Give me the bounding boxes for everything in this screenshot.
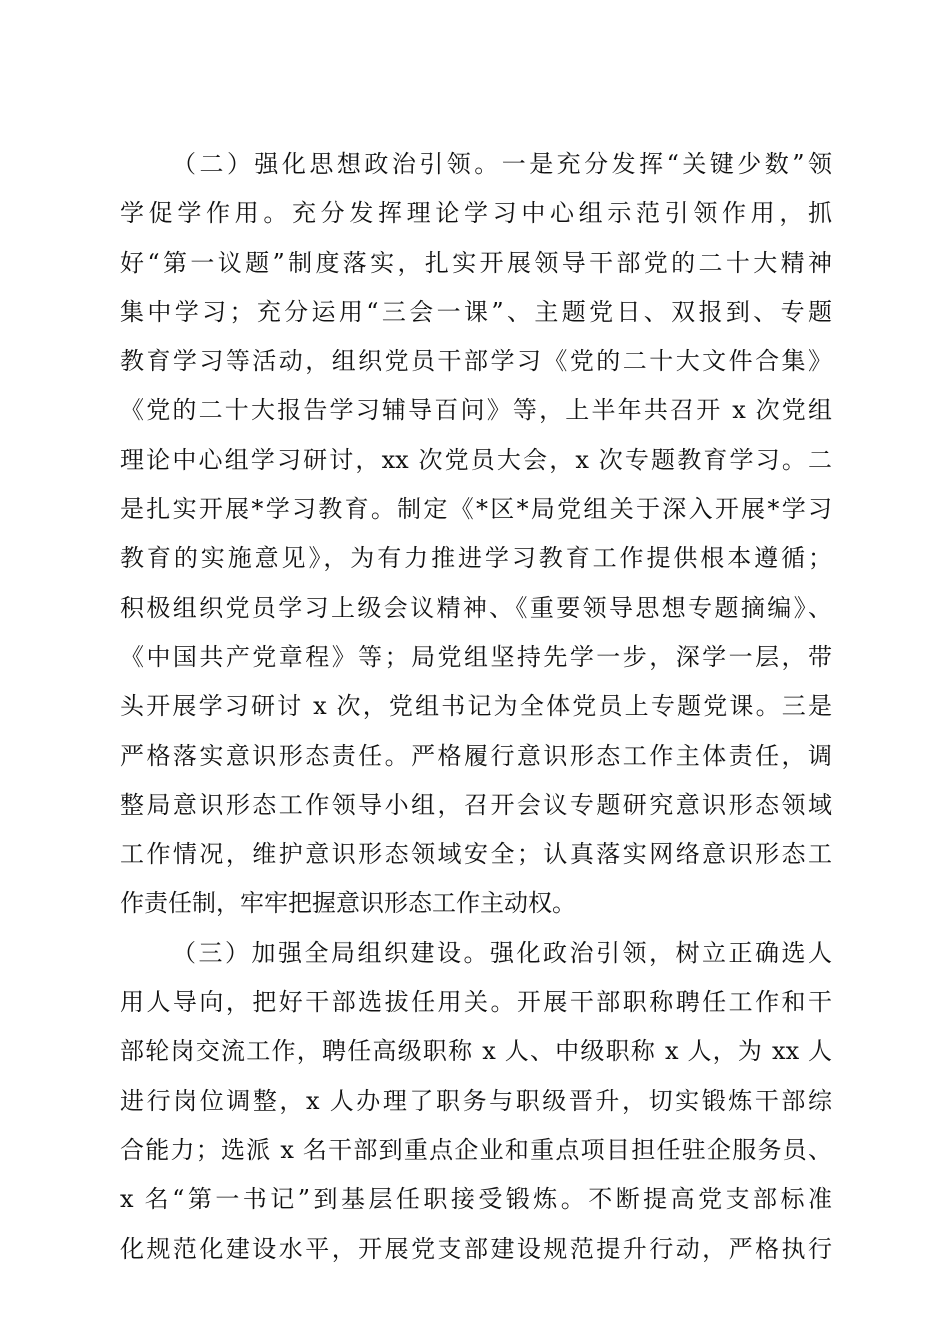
text-line: 合能力；选派 x 名干部到重点企业和重点项目担任驻企服务员、: [120, 1135, 832, 1164]
text-line: 用人导向，把好干部选拔任用关。开展干部职称聘任工作和干: [120, 988, 832, 1017]
text-line: 教育学习等活动，组织党员干部学习《党的二十大文件合集》: [120, 347, 832, 376]
document-page: [120, 140, 832, 1274]
text-line: 集中学习；充分运用“三会一课”、主题党日、双报到、专题: [120, 297, 832, 326]
text-line: 进行岗位调整，x 人办理了职务与职级晋升，切实锻炼干部综: [120, 1086, 832, 1115]
text-line: 作责任制，牢牢把握意识形态工作主动权。: [120, 889, 576, 918]
text-line: 部轮岗交流工作，聘任高级职称 x 人、中级职称 x 人，为 xx 人: [120, 1037, 832, 1066]
text-line: 《党的二十大报告学习辅导百问》等，上半年共召开 x 次党组: [120, 396, 832, 425]
text-line: 头开展学习研讨 x 次，党组书记为全体党员上专题党课。三是: [120, 692, 832, 721]
text-line: 化规范化建设水平，开展党支部建设规范提升行动，严格执行: [120, 1234, 832, 1263]
text-line: 好“第一议题”制度落实，扎实开展领导干部党的二十大精神: [120, 248, 832, 277]
paragraph-section-2: [120, 140, 832, 929]
text-line: （三）加强全局组织建设。强化政治引领，树立正确选人: [172, 938, 832, 967]
text-line: 工作情况，维护意识形态领域安全；认真落实网络意识形态工: [120, 840, 832, 869]
text-line: 严格落实意识形态责任。严格履行意识形态工作主体责任，调: [120, 741, 832, 770]
text-line: 整局意识形态工作领导小组，召开会议专题研究意识形态领域: [120, 790, 832, 819]
text-line: 《中国共产党章程》等；局党组坚持先学一步，深学一层，带: [120, 642, 832, 671]
paragraph-section-3: [120, 929, 832, 1274]
text-line: 是扎实开展*学习教育。制定《*区*局党组关于深入开展*学习: [120, 495, 832, 524]
text-line: 理论中心组学习研讨，xx 次党员大会，x 次专题教育学习。二: [120, 445, 832, 474]
text-line: x 名“第一书记”到基层任职接受锻炼。不断提高党支部标准: [120, 1185, 832, 1214]
text-line: 积极组织党员学习上级会议精神、《重要领导思想专题摘编》、: [120, 593, 832, 622]
text-line: 教育的实施意见》，为有力推进学习教育工作提供根本遵循；: [120, 544, 832, 573]
text-line: （二）强化思想政治引领。一是充分发挥“关键少数”领: [172, 150, 832, 178]
text-line: 学促学作用。充分发挥理论学习中心组示范引领作用，抓: [120, 199, 832, 228]
